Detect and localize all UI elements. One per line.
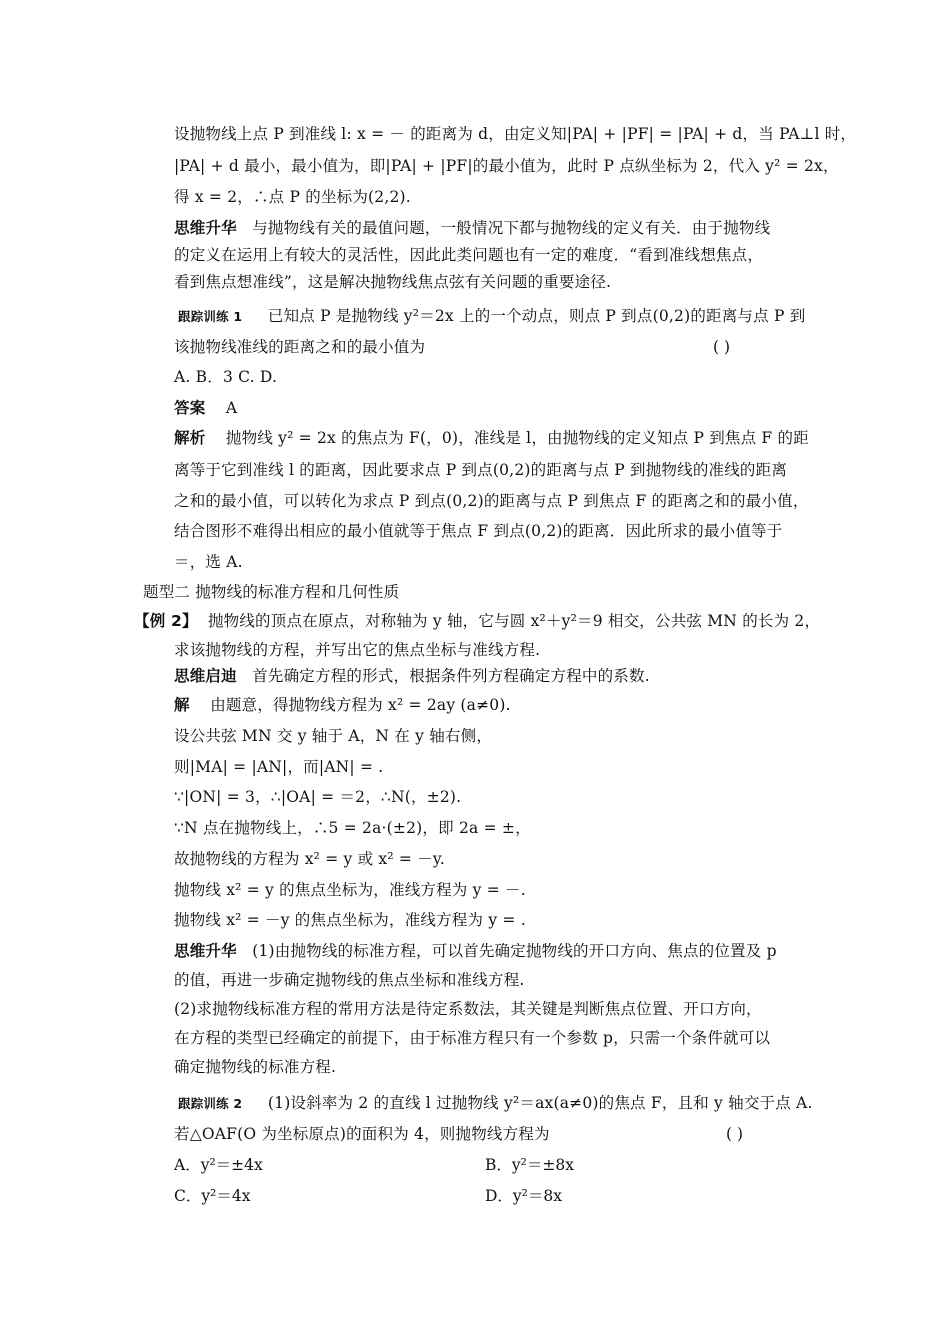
practice-text-line: 若△OAF(O 为坐标原点)的面积为 4，则抛物线方程为: [174, 1125, 550, 1143]
answer-bracket: ( ): [713, 338, 731, 356]
solution-label: 解: [174, 696, 190, 714]
thinking-text-line: 在方程的类型已经确定的前提下，由于标准方程只有一个参数 p，只需一个条件就可以: [174, 1029, 771, 1047]
solution-paragraph: [174, 695, 511, 715]
thinking-paragraph: [174, 941, 777, 961]
solution-text-line: 得 x = 2，∴点 P 的坐标为(2,2).: [174, 188, 411, 206]
solution-text-line: ∵|ON| = 3，∴|OA| = ＝2，∴N(，±2).: [174, 788, 462, 806]
solution-text-line: 则|MA| = |AN|，而|AN| = .: [174, 758, 384, 776]
analysis-text-line: 结合图形不难得出相应的最小值就等于焦点 F 到点(0,2)的距离．因此所求的最小值等于: [174, 522, 783, 540]
option-c: C．y²＝4x: [174, 1187, 251, 1205]
solution-text-line: 设公共弦 MN 交 y 轴于 A，N 在 y 轴右侧，: [174, 727, 493, 745]
thinking-text-line: 的定义在运用上有较大的灵活性，因此此类问题也有一定的难度．“看到准线想焦点，: [174, 246, 764, 264]
thinking-text: (1)由抛物线的标准方程，可以首先确定抛物线的开口方向、焦点的位置及 p: [252, 942, 777, 960]
practice-text-line: 该抛物线准线的距离之和的最小值为: [174, 338, 426, 356]
practice-label: 跟踪训练 1: [178, 309, 243, 324]
example-text: 抛物线的顶点在原点，对称轴为 y 轴，它与圆 x²＋y²＝9 相交，公共弦 MN 的长为 2，: [207, 612, 821, 630]
option-b: B．y²＝±8x: [485, 1156, 574, 1174]
solution-text-line: ∵N 点在抛物线上，∴5 = 2a·(±2)，即 2a = ±，: [174, 819, 531, 837]
answer-value: A: [225, 399, 238, 417]
example-label: 【例 2】: [134, 612, 198, 630]
analysis-paragraph: [174, 428, 809, 448]
thinking-text-line: 的值，再进一步确定抛物线的焦点坐标和准线方程.: [174, 971, 525, 989]
solution-text-line: 设抛物线上点 P 到准线 l: x = － 的距离为 d，由定义知|PA| + |PF| = |PA| + d，当 PA⊥l 时，: [174, 125, 857, 143]
thinking-text-line: (2)求抛物线标准方程的常用方法是待定系数法，其关键是判断焦点位置、开口方向，: [174, 1000, 762, 1018]
example-text-line: 求该抛物线的方程，并写出它的焦点坐标与准线方程.: [174, 641, 541, 659]
analysis-text: 抛物线 y² = 2x 的焦点为 F(，0)，准线是 l，由抛物线的定义知点 P 到焦点 F 的距: [225, 429, 809, 447]
example-paragraph: [134, 611, 820, 631]
solution-text-line: 抛物线 x² = －y 的焦点坐标为，准线方程为 y = .: [174, 911, 526, 929]
thinking-paragraph: [174, 218, 770, 238]
practice-text: 已知点 P 是抛物线 y²＝2x 上的一个动点，则点 P 到点(0,2)的距离与点 P 到: [267, 307, 806, 325]
section-title: 题型二 抛物线的标准方程和几何性质: [143, 583, 400, 601]
practice-label: 跟踪训练 2: [178, 1096, 243, 1111]
analysis-text-line: 离等于它到准线 l 的距离，因此要求点 P 到点(0,2)的距离与点 P 到抛物线的准线的距离: [174, 461, 788, 479]
practice-text: (1)设斜率为 2 的直线 l 过抛物线 y²＝ax(a≠0)的焦点 F，且和 y 轴交于点 A.: [267, 1094, 813, 1112]
answer-label: 答案: [174, 399, 206, 417]
hint-paragraph: [174, 666, 650, 686]
solution-text-line: |PA| + d 最小，最小值为，即|PA| + |PF|的最小值为，此时 P 点纵坐标为 2，代入 y² = 2x，: [174, 157, 839, 175]
analysis-text-line: 之和的最小值，可以转化为求点 P 到点(0,2)的距离与点 P 到焦点 F 的距离之和的最小值，: [174, 492, 809, 510]
option-a: A．y²＝±4x: [174, 1156, 263, 1174]
practice-options: A. B．3 C. D.: [174, 368, 278, 386]
hint-label: 思维启迪: [174, 667, 237, 685]
thinking-text-line: 看到焦点想准线”，这是解决抛物线焦点弦有关问题的重要途径.: [174, 273, 612, 291]
solution-text-line: 抛物线 x² = y 的焦点坐标为，准线方程为 y = －.: [174, 881, 526, 899]
analysis-label: 解析: [174, 429, 206, 447]
thinking-text-line: 确定抛物线的标准方程.: [174, 1058, 337, 1076]
thinking-label: 思维升华: [174, 219, 237, 237]
solution-text-line: 故抛物线的方程为 x² = y 或 x² = －y.: [174, 850, 445, 868]
analysis-text-line: ＝，选 A.: [174, 553, 243, 571]
solution-text: 由题意，得抛物线方程为 x² = 2ay (a≠0).: [210, 696, 511, 714]
option-d: D．y²＝8x: [485, 1187, 563, 1205]
hint-text: 首先确定方程的形式，根据条件列方程确定方程中的系数.: [252, 667, 650, 685]
practice-paragraph: [178, 306, 805, 327]
thinking-label: 思维升华: [174, 942, 237, 960]
answer-paragraph: [174, 398, 237, 418]
practice-paragraph: [178, 1093, 813, 1114]
answer-bracket: ( ): [726, 1125, 744, 1143]
thinking-text: 与抛物线有关的最值问题，一般情况下都与抛物线的定义有关．由于抛物线: [252, 219, 771, 237]
